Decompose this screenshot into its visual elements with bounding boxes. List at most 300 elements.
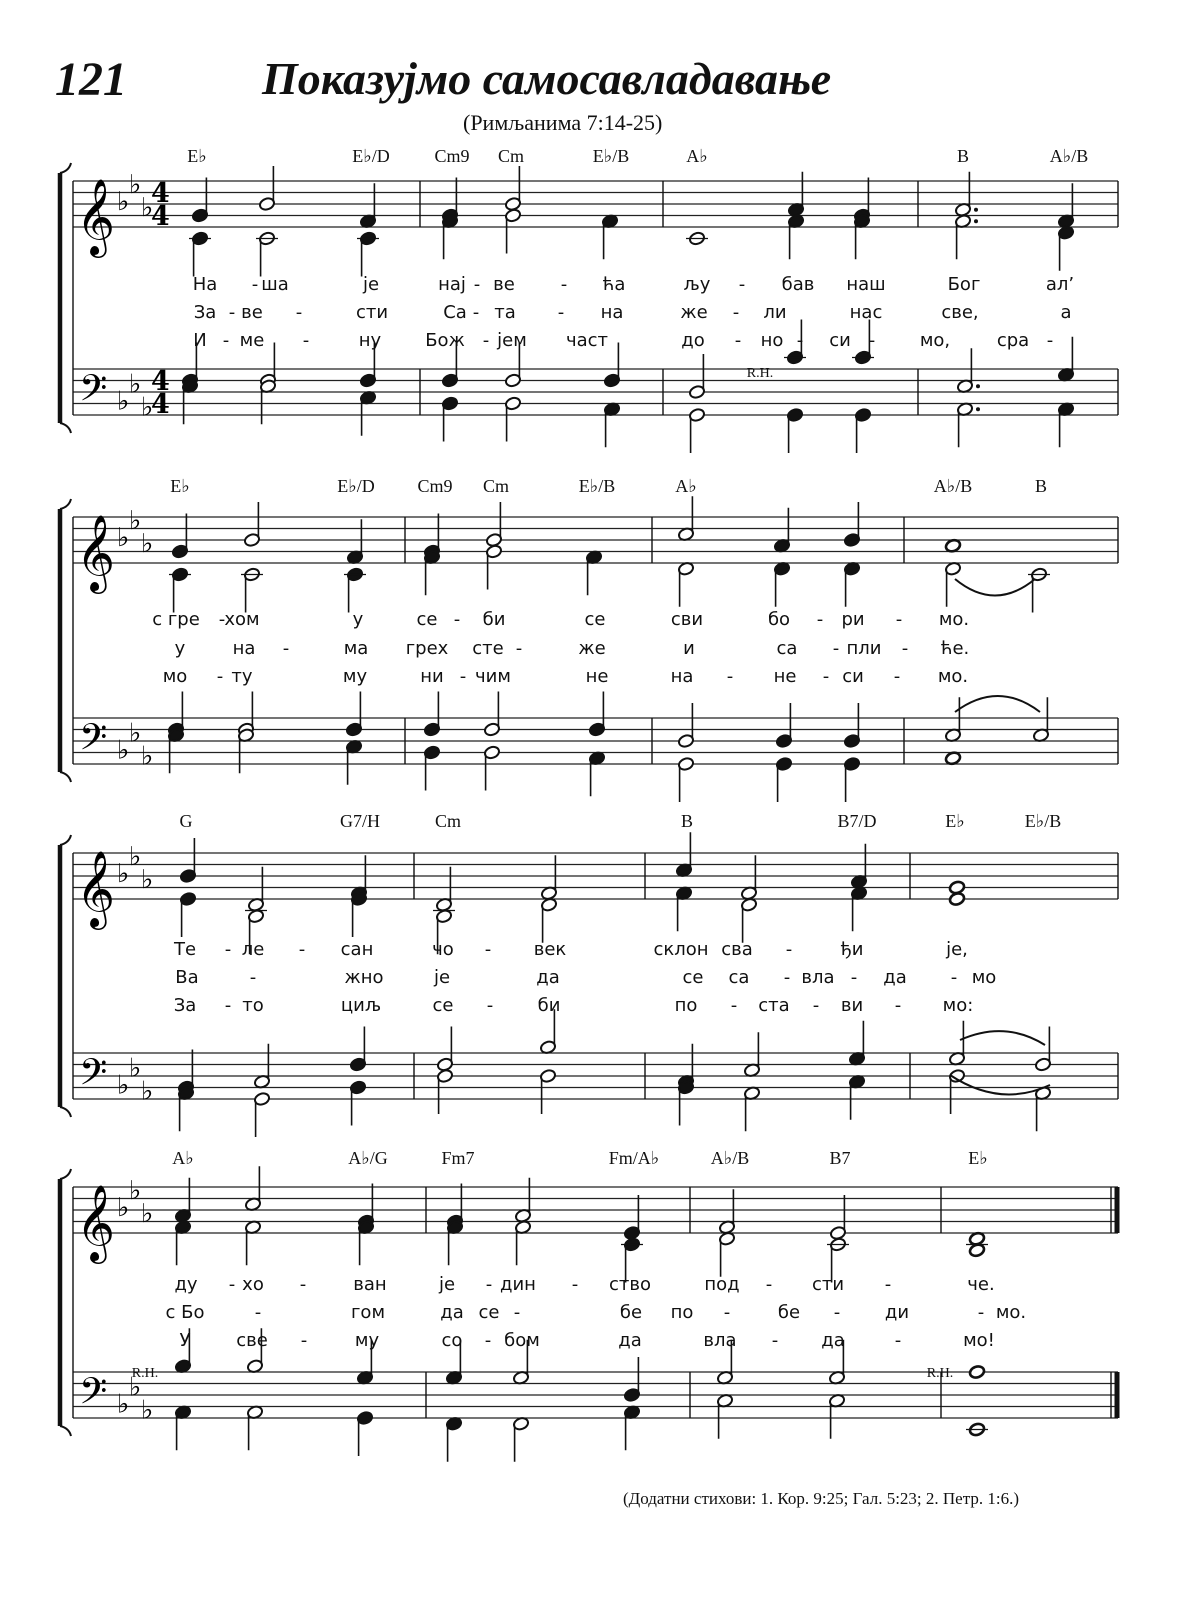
flat-sign-icon: ♭ (117, 1193, 130, 1223)
lyric-syllable: - (771, 1330, 779, 1351)
note (1057, 183, 1074, 228)
lyric-syllable: је (362, 274, 380, 295)
lyric-syllable: мо: (942, 995, 974, 1016)
flat-sign-icon: ♭ (117, 1070, 130, 1101)
note (1032, 697, 1049, 742)
note (167, 728, 184, 773)
lyric-syllable: - (484, 1330, 492, 1351)
note (346, 519, 363, 564)
lyric-syllable: За (173, 995, 197, 1016)
note (956, 402, 980, 447)
bass-clef-icon: 𝄢 (79, 1370, 108, 1422)
flat-sign-icon: ♭ (129, 369, 142, 400)
flat-sign-icon: ♭ (129, 1175, 142, 1206)
chord-symbol: Cm9 (434, 146, 470, 166)
lyric-syllable: да (883, 967, 907, 988)
lyric-syllable: са (728, 967, 750, 988)
lyric-syllable: ћа (602, 274, 626, 295)
lyric-syllable: љу (683, 274, 711, 295)
flat-sign-icon: ♭ (141, 392, 154, 423)
chord-symbol: Cm9 (417, 476, 453, 496)
flat-sign-icon: ♭ (141, 741, 154, 772)
note (243, 502, 260, 547)
chord-symbol: Cm (497, 146, 525, 166)
note (253, 1044, 270, 1089)
lyric-syllable: - (560, 274, 568, 295)
note (435, 867, 452, 912)
treble-clef-icon: 𝄞 (76, 514, 116, 591)
lyric-syllable: сан (340, 939, 374, 960)
lyric-syllable: не (773, 666, 797, 687)
note (968, 1365, 985, 1380)
lyric-syllable: - (726, 666, 734, 687)
time-signature-digit: 4 (151, 366, 170, 397)
note (177, 1086, 194, 1131)
lyric-syllable: јем (497, 330, 527, 351)
note (677, 496, 694, 541)
time-signature-digit: 4 (151, 201, 170, 232)
lyric-syllable: - (571, 1274, 579, 1295)
lyric-syllable: Са (443, 302, 467, 323)
lyric-syllable: - (950, 967, 958, 988)
lyric-syllable: мо. (937, 666, 969, 687)
lyric-syllable: ду (174, 1274, 198, 1295)
chord-symbol: E♭/B (592, 146, 630, 166)
note (189, 231, 211, 276)
lyric-syllable: си (842, 666, 864, 687)
note (956, 348, 980, 393)
lyric-syllable: - (484, 939, 492, 960)
note (244, 1166, 261, 1211)
chord-symbol: E♭ (968, 1148, 988, 1168)
lyric-syllable: - (723, 1302, 731, 1323)
lyric-syllable: на (232, 638, 256, 659)
note (1057, 225, 1074, 270)
lyric-syllable: у (174, 638, 186, 659)
lyric-syllable: у (352, 609, 364, 630)
lyric-syllable: - (216, 666, 224, 687)
note (237, 728, 254, 773)
lyric-syllable: вла (801, 967, 835, 988)
lyric-syllable: грех (405, 638, 449, 659)
flat-sign-icon: ♭ (141, 192, 154, 223)
lyric-syllable: ле (241, 939, 265, 960)
lyric-syllable: - (895, 609, 903, 630)
lyric-syllable: со (441, 1330, 463, 1351)
lyric-syllable: са (776, 638, 798, 659)
additional-verses-note: (Додатни стихови: 1. Кор. 9:25; Гал. 5:23; 2. Петр. 1:6.) (623, 1489, 1019, 1508)
lyric-syllable: - (459, 666, 467, 687)
lyric-syllable: Те (173, 939, 197, 960)
lyric-syllable: На (192, 274, 218, 295)
lyric-syllable: ста (758, 995, 790, 1016)
lyric-syllable: сви (670, 609, 704, 630)
tie (960, 1031, 1045, 1045)
lyric-syllable: - (513, 1302, 521, 1323)
chord-symbol: E♭ (170, 476, 190, 496)
lyric-syllable: - (302, 330, 310, 351)
bass-clef-icon: 𝄢 (79, 1051, 108, 1103)
flat-sign-icon: ♭ (117, 386, 130, 417)
lyric-syllable: да (618, 1330, 642, 1351)
lyric-syllable: - (254, 1302, 262, 1323)
note (483, 745, 500, 790)
note (357, 231, 379, 276)
lyric-syllable: с гре (152, 609, 200, 630)
lyric-syllable: мо. (995, 1302, 1027, 1323)
note (740, 855, 757, 900)
lyric-syllable: - (228, 1274, 236, 1295)
tie (950, 1075, 1050, 1094)
lyric-syllable: - (884, 1274, 892, 1295)
note (169, 567, 191, 612)
note (246, 1405, 263, 1450)
flat-sign-icon: ♭ (129, 1053, 142, 1084)
lyric-syllable: склон (653, 939, 709, 960)
lyric-syllable: - (298, 939, 306, 960)
note (512, 1416, 529, 1461)
lyric-syllable: ве (241, 302, 263, 323)
lyric-syllable: - (224, 995, 232, 1016)
lyric-syllable: - (486, 995, 494, 1016)
note (345, 739, 362, 784)
chord-symbol: B (680, 811, 694, 831)
chord-symbol: B7 (829, 1148, 851, 1168)
right-hand-mark: R.H. (131, 1366, 159, 1381)
note (258, 166, 275, 211)
lyric-syllable: се (432, 995, 454, 1016)
lyric-syllable: мо, (919, 330, 951, 351)
lyric-syllable: пли (846, 638, 882, 659)
chord-symbol: A♭/G (348, 1148, 388, 1168)
lyric-syllable: наш (846, 274, 886, 295)
note (948, 892, 965, 907)
lyric-syllable: - (485, 1274, 493, 1295)
lyric-syllable: мо (162, 666, 188, 687)
note (787, 214, 804, 259)
note (743, 1086, 760, 1131)
note (349, 1027, 366, 1072)
lyric-syllable: мо (971, 967, 997, 988)
flat-sign-icon: ♭ (117, 187, 130, 217)
note (843, 502, 860, 547)
lyric-syllable: све, (941, 302, 979, 323)
note (718, 1189, 735, 1234)
lyric-syllable: ђи (840, 939, 864, 960)
lyric-syllable: је (438, 1274, 456, 1295)
lyric-syllable: да (536, 967, 560, 988)
lyric-syllable: ри (841, 609, 865, 630)
lyric-syllable: Ва (175, 967, 199, 988)
note (850, 886, 867, 931)
scripture-reference: (Римљанима 7:14-25) (463, 110, 663, 135)
lyric-syllable: сте (472, 638, 504, 659)
lyric-syllable: бе (619, 1302, 643, 1323)
lyric-syllable: ли (763, 302, 787, 323)
lyric-syllable: - (282, 638, 290, 659)
lyric-syllable: - (832, 638, 840, 659)
lyric-syllable: циљ (340, 995, 382, 1016)
lyric-syllable: - (249, 967, 257, 988)
note (174, 1405, 191, 1450)
lyric-syllable: - (295, 302, 303, 323)
note (436, 1069, 453, 1114)
lyric-syllable: да (440, 1302, 464, 1323)
chord-symbol: E♭/B (578, 476, 616, 496)
note (485, 544, 502, 589)
lyric-syllable: је (433, 967, 451, 988)
note (686, 231, 708, 246)
note (241, 567, 263, 612)
flat-sign-icon: ♭ (141, 1395, 154, 1426)
lyric-syllable: - (1046, 330, 1054, 351)
note (688, 408, 705, 453)
note (588, 751, 605, 796)
note (718, 1231, 735, 1276)
note (1034, 1027, 1051, 1072)
note (540, 855, 557, 900)
treble-clef-icon: 𝄞 (76, 850, 116, 927)
bass-staff (73, 1372, 1118, 1418)
lyric-syllable: сва (721, 939, 753, 960)
note (944, 697, 961, 742)
note (740, 897, 757, 942)
note (179, 892, 196, 937)
lyric-syllable: му (354, 1330, 380, 1351)
lyric-syllable: но (760, 330, 784, 351)
lyric-syllable: ве (493, 274, 515, 295)
lyric-syllable: с Бо (165, 1302, 205, 1323)
note (259, 379, 276, 424)
flat-sign-icon: ♭ (117, 735, 130, 766)
lyric-syllable: а (1060, 302, 1072, 323)
chord-symbol: A♭ (675, 476, 697, 496)
note (829, 1195, 846, 1240)
note (244, 1220, 261, 1265)
lyric-syllable: се (416, 609, 438, 630)
note (1028, 567, 1050, 612)
chord-symbol: Fm/A♭ (608, 1148, 660, 1168)
right-hand-mark: R.H. (746, 366, 774, 381)
lyric-syllable: - (557, 302, 565, 323)
lyric-syllable: ван (353, 1274, 387, 1295)
chord-symbol: A♭/B (710, 1148, 750, 1168)
lyric-syllable: ту (231, 666, 253, 687)
note (677, 1080, 694, 1125)
note (191, 178, 208, 223)
note (843, 703, 860, 748)
hymn-title: Показујмо самосавладавање (262, 53, 832, 104)
note (966, 1243, 988, 1258)
lyric-syllable: - (222, 330, 230, 351)
chord-symbol: Cm (434, 811, 462, 831)
lyric-syllable: до (681, 330, 705, 351)
tie (955, 579, 1035, 596)
lyric-syllable: нај (438, 274, 466, 295)
note (174, 1178, 191, 1223)
lyric-syllable: жно (344, 967, 384, 988)
note (585, 550, 602, 595)
bass-clef-icon: 𝄢 (79, 716, 108, 768)
lyric-syllable: - (730, 995, 738, 1016)
note (843, 757, 860, 802)
lyric-syllable: сти (811, 1274, 845, 1295)
lyric-syllable: - (812, 995, 820, 1016)
lyric-syllable: си (829, 330, 851, 351)
note (174, 1220, 191, 1265)
chord-symbol: B7/D (837, 811, 877, 831)
lyric-syllable: не (585, 666, 609, 687)
chord-symbol: Cm (482, 476, 510, 496)
flat-sign-icon: ♭ (141, 1198, 154, 1229)
lyric-syllable: се (584, 609, 606, 630)
note (504, 166, 521, 211)
lyric-syllable: му (342, 666, 368, 687)
lyric-syllable: да (821, 1330, 845, 1351)
lyric-syllable: по (670, 1302, 694, 1323)
note (423, 692, 440, 737)
lyric-syllable: бо (767, 609, 791, 630)
lyric-syllable: - (796, 330, 804, 351)
lyric-syllable: под (704, 1274, 740, 1295)
flat-sign-icon: ♭ (129, 505, 142, 536)
flat-sign-icon: ♭ (129, 169, 142, 200)
lyric-syllable: - (833, 1302, 841, 1323)
lyric-syllable: - (785, 939, 793, 960)
lyric-syllable: - (515, 638, 523, 659)
note (954, 172, 978, 217)
chord-symbol: B (1034, 476, 1048, 496)
note (441, 214, 458, 259)
lyric-syllable: та (494, 302, 516, 323)
lyric-syllable: то (242, 995, 264, 1016)
lyric-syllable: - (299, 1274, 307, 1295)
chord-symbol: E♭/D (352, 146, 390, 166)
lyric-syllable: ша (261, 274, 289, 295)
lyric-syllable: ство (608, 1274, 652, 1295)
lyric-syllable: сра (996, 330, 1030, 351)
lyric-syllable: чо (432, 939, 454, 960)
lyric-syllable: - (228, 302, 236, 323)
chord-symbol: E♭ (187, 146, 207, 166)
flat-sign-icon: ♭ (129, 841, 142, 872)
note (954, 214, 978, 259)
note (446, 1220, 463, 1265)
lyric-syllable: - (472, 302, 480, 323)
lyric-syllable: ма (343, 638, 369, 659)
note (948, 1021, 965, 1066)
lyric-syllable: - (734, 330, 742, 351)
note (539, 1009, 556, 1054)
note (828, 1393, 845, 1438)
lyric-syllable: За (193, 302, 217, 323)
lyric-syllable: - (251, 274, 259, 295)
note (436, 1027, 453, 1072)
lyric-syllable: - (894, 1330, 902, 1351)
chord-symbol: B (956, 146, 970, 166)
lyric-syllable: ни (420, 666, 444, 687)
lyric-syllable: - (868, 330, 876, 351)
note (179, 838, 196, 883)
lyric-syllable: чим (475, 666, 511, 687)
note (423, 745, 440, 790)
lyric-syllable: же (578, 638, 606, 659)
treble-clef-icon: 𝄞 (76, 1184, 116, 1261)
note (677, 757, 694, 802)
lyric-syllable: ће. (940, 638, 970, 659)
lyric-syllable: ме (239, 330, 265, 351)
note (540, 897, 557, 942)
lyric-syllable: се (682, 967, 704, 988)
lyric-syllable: ди (884, 1302, 910, 1323)
note (944, 561, 961, 606)
note (539, 1069, 556, 1114)
note (603, 402, 620, 447)
flat-sign-icon: ♭ (129, 1372, 142, 1403)
note (181, 379, 198, 424)
lyric-syllable: - (732, 302, 740, 323)
lyric-syllable: ал’ (1045, 274, 1075, 295)
note (623, 1195, 640, 1240)
note (716, 1393, 733, 1438)
flat-sign-icon: ♭ (129, 718, 142, 749)
note (1034, 1086, 1051, 1131)
note (504, 396, 521, 441)
lyric-syllable: би (537, 995, 561, 1016)
flat-sign-icon: ♭ (141, 528, 154, 559)
note (787, 172, 804, 217)
lyric-syllable: гом (350, 1302, 386, 1323)
note (853, 214, 870, 259)
note (775, 703, 792, 748)
note (675, 832, 692, 877)
lyric-syllable: - (822, 666, 830, 687)
note (514, 1178, 531, 1223)
note (247, 867, 264, 912)
lyric-syllable: - (901, 638, 909, 659)
treble-staff (73, 1187, 1118, 1233)
note (854, 408, 871, 453)
lyric-syllable: на (600, 302, 624, 323)
lyric-syllable: бав (781, 274, 815, 295)
note (1057, 337, 1074, 382)
lyric-syllable: - (893, 666, 901, 687)
note (688, 354, 705, 399)
note (588, 692, 605, 737)
lyric-syllable: - (482, 330, 490, 351)
flat-sign-icon: ♭ (141, 864, 154, 895)
note (171, 514, 188, 559)
lyric-syllable: - (783, 967, 791, 988)
chord-symbol: E♭/B (1024, 811, 1062, 831)
note (349, 1080, 366, 1125)
bass-clef-icon: 𝄢 (79, 367, 108, 419)
note (966, 1422, 988, 1437)
lyric-syllable: ви (840, 995, 864, 1016)
lyric-syllable: је, (946, 939, 968, 960)
lyric-syllable: би (482, 609, 506, 630)
lyric-syllable: И (193, 330, 207, 351)
lyric-syllable: Бож (425, 330, 465, 351)
note (1057, 402, 1074, 447)
note (514, 1220, 531, 1265)
treble-clef-icon: 𝄞 (76, 178, 116, 255)
lyric-syllable: се (478, 1302, 500, 1323)
chord-symbol: A♭ (686, 146, 708, 166)
lyric-syllable: век (533, 939, 567, 960)
lyric-syllable: - (738, 274, 746, 295)
note (773, 508, 790, 553)
